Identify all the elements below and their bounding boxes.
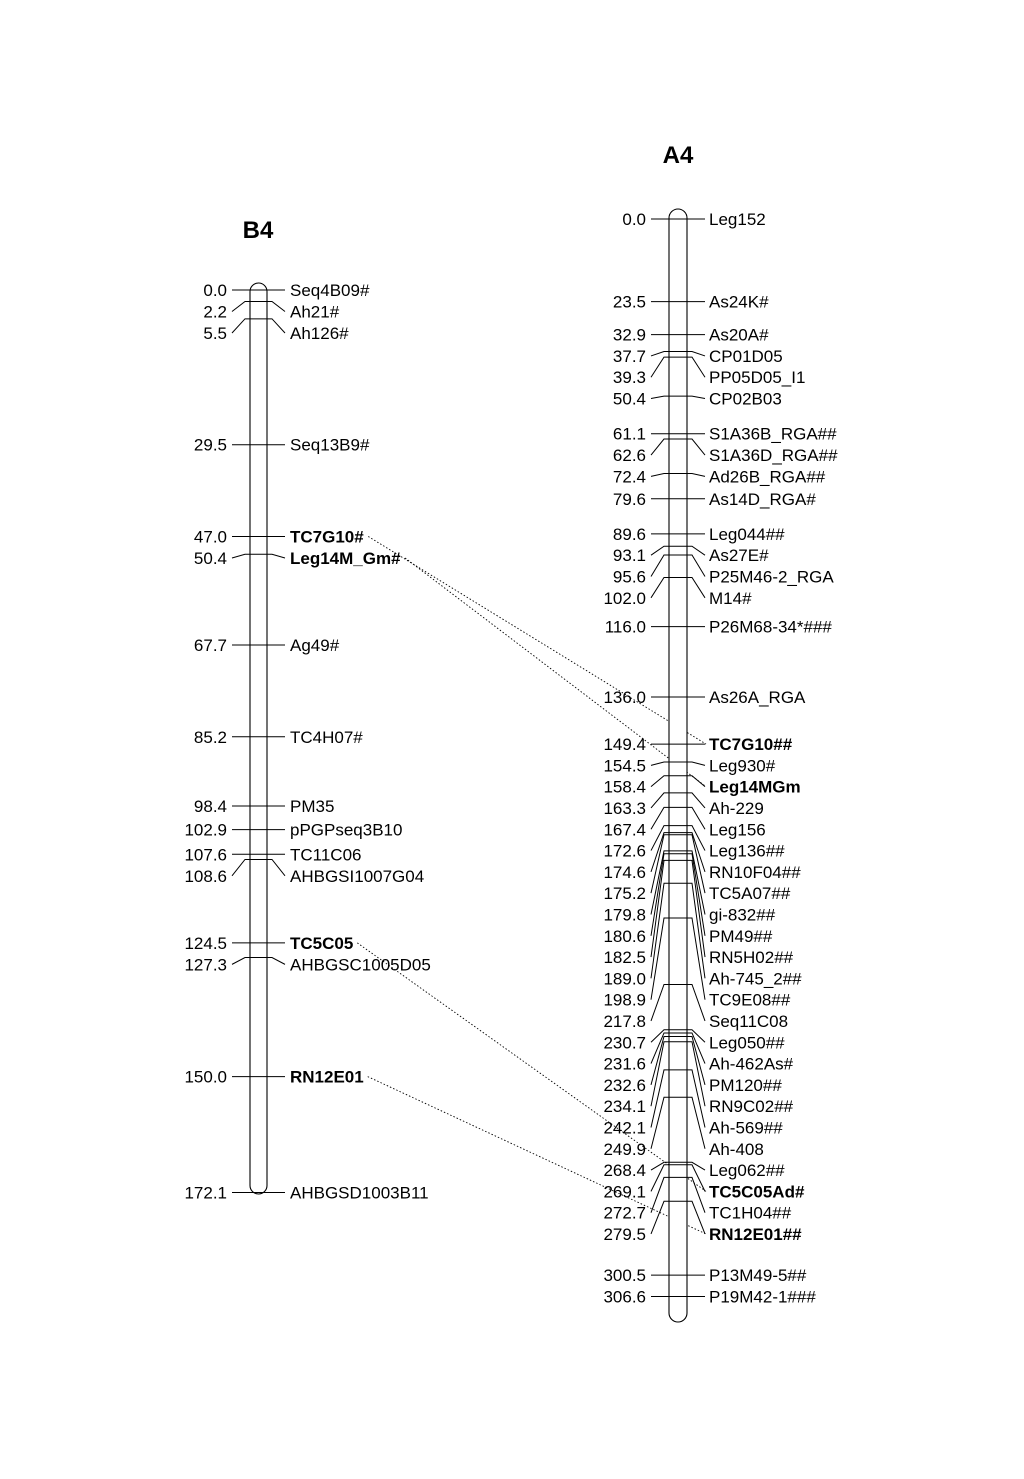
marker-position: 230.7 (603, 1033, 646, 1053)
marker-ahbgsc1005d05 (184, 955, 430, 974)
marker-as14d-rga (613, 490, 816, 509)
position-leader (651, 826, 669, 851)
chromosome-title-b4: B4 (242, 217, 274, 244)
position-leader (651, 883, 669, 978)
marker-tc7g10 (603, 735, 792, 754)
marker-position: 150.0 (184, 1067, 227, 1087)
marker-label: Seq13B9# (290, 435, 370, 455)
marker-label: Ah-408 (709, 1139, 764, 1159)
marker-label: Ah-745_2## (709, 969, 802, 989)
marker-label: RN9C02## (709, 1097, 794, 1117)
marker-leg050 (603, 1030, 785, 1052)
position-leader (651, 776, 669, 787)
marker-label: RN10F04## (709, 862, 801, 882)
marker-position: 175.2 (603, 884, 646, 904)
position-leader (232, 302, 250, 312)
marker-label: As24K# (709, 292, 769, 312)
homology-link-tc7g10 (368, 536, 706, 744)
marker-position: 102.0 (603, 588, 646, 608)
chromosome-b4-group (184, 217, 430, 1202)
marker-p13m49-5 (603, 1266, 806, 1285)
marker-position: 136.0 (603, 687, 646, 707)
marker-label: P26M68-34*### (709, 617, 832, 637)
position-leader (651, 473, 669, 476)
label-leader (687, 357, 705, 377)
marker-cp01d05 (613, 347, 783, 366)
marker-label: Ah126# (290, 324, 349, 343)
position-leader (651, 439, 669, 455)
marker-label: M14# (709, 588, 752, 608)
marker-position: 85.2 (193, 727, 227, 747)
homology-link-rn12e01 (368, 1077, 706, 1234)
label-leader (267, 859, 285, 875)
marker-position: 158.4 (603, 777, 646, 797)
position-leader (651, 793, 669, 808)
marker-position: 268.4 (603, 1161, 646, 1181)
marker-position: 95.6 (612, 567, 646, 587)
marker-leg152 (622, 210, 765, 229)
marker-p26m68-34 (605, 618, 833, 637)
marker-label: Leg152 (709, 210, 766, 229)
marker-label: As26A_RGA (709, 687, 806, 707)
marker-as24k (613, 293, 769, 312)
marker-position: 300.5 (603, 1266, 646, 1286)
marker-position: 93.1 (612, 546, 646, 566)
label-leader (687, 546, 705, 555)
marker-label: Leg136## (709, 841, 785, 861)
homology-link-leg14m-gm (405, 558, 706, 787)
marker-label: As27E# (709, 546, 769, 566)
marker-position: 37.7 (612, 346, 646, 366)
position-leader (232, 319, 250, 333)
marker-position: 67.7 (193, 636, 227, 656)
marker-position: 217.8 (603, 1011, 646, 1031)
chromosome-bar-b4 (250, 283, 267, 1194)
position-leader (651, 351, 669, 355)
marker-position: 32.9 (612, 325, 646, 345)
marker-label: Ah-462As# (709, 1054, 794, 1074)
marker-label: AHBGSD1003B11 (290, 1183, 429, 1203)
marker-label: TC7G10# (290, 527, 364, 547)
marker-leg14m-gm (194, 549, 401, 568)
position-leader (651, 1177, 669, 1212)
marker-label: Leg14MGm (709, 777, 801, 797)
marker-p19m42-1 (603, 1288, 816, 1307)
marker-label: AHBGSC1005D05 (290, 955, 431, 975)
position-leader (651, 577, 669, 597)
marker-position: 116.0 (604, 617, 646, 637)
marker-position: 182.5 (603, 948, 646, 968)
marker-position: 149.4 (603, 735, 646, 755)
position-leader (651, 1097, 669, 1148)
position-leader (651, 984, 669, 1021)
label-leader (687, 984, 705, 1021)
marker-position: 172.6 (603, 841, 646, 861)
label-leader (687, 1070, 705, 1128)
marker-position: 79.6 (612, 489, 646, 509)
marker-position: 62.6 (612, 446, 646, 466)
marker-tc4h07 (194, 728, 363, 747)
label-leader (687, 396, 705, 398)
marker-position: 107.6 (184, 845, 227, 865)
marker-position: 242.1 (603, 1118, 646, 1138)
marker-label: S1A36B_RGA## (709, 424, 837, 444)
marker-label: Leg156 (709, 820, 766, 840)
label-leader (267, 554, 285, 558)
marker-label: TC1H04## (709, 1203, 792, 1223)
marker-position: 232.6 (603, 1075, 646, 1095)
marker-label: Leg050## (709, 1033, 785, 1053)
position-leader (651, 1070, 669, 1128)
marker-position: 23.5 (612, 292, 646, 312)
marker-position: 272.7 (603, 1203, 646, 1223)
label-leader (687, 883, 705, 978)
marker-tc7g10 (194, 527, 364, 546)
label-leader (687, 776, 705, 787)
marker-label: Leg044## (709, 524, 785, 544)
marker-position: 39.3 (612, 368, 646, 388)
marker-leg930 (603, 756, 775, 775)
marker-position: 163.3 (603, 798, 646, 818)
label-leader (687, 854, 705, 936)
label-leader (687, 826, 705, 851)
marker-label: TC5A07## (709, 884, 791, 904)
marker-label: RN5H02## (709, 948, 794, 968)
marker-tc5c05 (184, 934, 353, 953)
marker-label: P13M49-5## (709, 1266, 807, 1286)
marker-position: 174.6 (603, 862, 646, 882)
marker-position: 124.5 (184, 933, 227, 953)
label-leader (687, 1162, 705, 1170)
position-leader (651, 357, 669, 377)
marker-leg044 (613, 525, 785, 544)
position-leader (651, 762, 669, 765)
marker-label: PP05D05_I1 (709, 368, 806, 388)
marker-position: 47.0 (193, 527, 227, 547)
position-leader (651, 546, 669, 555)
label-leader (687, 793, 705, 808)
marker-label: S1A36D_RGA## (709, 446, 838, 466)
marker-position: 269.1 (603, 1182, 646, 1202)
marker-label: PM120## (709, 1075, 782, 1095)
marker-position: 172.1 (184, 1183, 227, 1203)
marker-ah126 (203, 319, 349, 343)
marker-label: Ah-569## (709, 1118, 783, 1138)
marker-position: 50.4 (193, 548, 227, 568)
marker-ad26b-rga (613, 467, 826, 486)
marker-label: TC5C05Ad# (709, 1182, 805, 1202)
marker-position: 179.8 (603, 905, 646, 925)
marker-label: As20A# (709, 325, 769, 345)
marker-label: TC4H07# (290, 727, 363, 747)
marker-leg14mgm (603, 776, 800, 797)
marker-as20a (613, 326, 769, 345)
marker-label: P25M46-2_RGA (709, 567, 834, 587)
marker-s1a36b-rga (613, 425, 837, 444)
marker-position: 180.6 (603, 926, 646, 946)
position-leader (232, 859, 250, 875)
marker-label: TC9E08## (709, 990, 791, 1010)
marker-label: TC7G10## (709, 735, 793, 755)
marker-label: gi-832## (709, 905, 776, 925)
marker-position: 5.5 (203, 324, 227, 343)
marker-label: PM35 (290, 797, 335, 817)
marker-ppgpseq3b10 (184, 821, 402, 840)
marker-label: Ah-229 (709, 798, 764, 818)
marker-position: 249.9 (603, 1139, 646, 1159)
marker-label: Leg930# (709, 756, 776, 776)
marker-label: TC11C06 (290, 845, 362, 865)
position-leader (651, 1162, 669, 1170)
marker-position: 102.9 (184, 820, 227, 840)
chromosome-title-a4: A4 (662, 142, 694, 169)
marker-label: Leg062## (709, 1161, 785, 1181)
marker-as26a-rga (603, 688, 806, 707)
label-leader (687, 577, 705, 597)
marker-label: CP01D05 (709, 346, 783, 366)
label-leader (687, 439, 705, 455)
marker-label: P19M42-1### (709, 1287, 816, 1307)
label-leader (687, 1033, 705, 1064)
marker-position: 189.0 (603, 969, 646, 989)
position-leader (232, 554, 250, 558)
label-leader (687, 1177, 705, 1212)
marker-position: 167.4 (603, 820, 646, 840)
marker-label: RN12E01## (709, 1224, 802, 1244)
marker-position: 127.3 (184, 955, 227, 975)
marker-position: 108.6 (184, 866, 227, 886)
label-leader (687, 351, 705, 355)
position-leader (651, 555, 669, 577)
marker-position: 198.9 (603, 990, 646, 1010)
marker-position: 61.1 (612, 424, 646, 444)
marker-label: As14D_RGA# (709, 489, 816, 509)
marker-position: 306.6 (603, 1287, 646, 1307)
marker-label: AHBGSI1007G04 (290, 866, 425, 886)
label-leader (687, 555, 705, 577)
marker-ahbgsd1003b11 (184, 1183, 428, 1202)
marker-label: Ag49# (290, 636, 340, 656)
marker-label: Ah21# (290, 302, 340, 322)
label-leader (267, 319, 285, 333)
position-leader (651, 1033, 669, 1064)
position-leader (651, 396, 669, 398)
chromosome-bar-a4 (669, 209, 687, 1322)
label-leader (687, 473, 705, 476)
marker-label: CP02B03 (709, 389, 782, 409)
marker-position: 234.1 (603, 1097, 646, 1117)
marker-seq13b9 (194, 436, 370, 455)
label-leader (687, 1097, 705, 1148)
marker-label: Seq4B09# (290, 281, 370, 300)
marker-seq4b09 (203, 281, 370, 300)
marker-position: 89.6 (612, 524, 646, 544)
label-leader (267, 302, 285, 312)
marker-label: pPGPseq3B10 (290, 820, 403, 840)
label-leader (267, 958, 285, 965)
marker-label: Leg14M_Gm# (290, 548, 401, 568)
marker-position: 72.4 (612, 467, 646, 487)
marker-position: 231.6 (603, 1054, 646, 1074)
marker-label: RN12E01 (290, 1067, 364, 1087)
marker-position: 50.4 (612, 389, 646, 409)
marker-position: 2.2 (203, 302, 227, 322)
marker-list-b4 (184, 281, 430, 1202)
marker-position: 98.4 (193, 797, 227, 817)
marker-position: 154.5 (603, 756, 646, 776)
marker-position: 29.5 (193, 435, 227, 455)
marker-label: Seq11C08 (709, 1011, 789, 1031)
marker-position: 0.0 (622, 210, 646, 229)
label-leader (687, 762, 705, 765)
position-leader (232, 958, 250, 965)
marker-rn12e01 (184, 1068, 363, 1087)
position-leader (651, 854, 669, 936)
marker-as27e (613, 546, 769, 565)
marker-label: Ad26B_RGA## (709, 467, 826, 487)
chromosome-a4-group (603, 142, 838, 1322)
marker-cp02b03 (613, 390, 782, 409)
marker-list-a4 (603, 210, 838, 1307)
marker-label: TC5C05 (290, 933, 354, 953)
marker-position: 279.5 (603, 1224, 646, 1244)
marker-position: 0.0 (203, 281, 227, 300)
marker-label: PM49## (709, 926, 773, 946)
